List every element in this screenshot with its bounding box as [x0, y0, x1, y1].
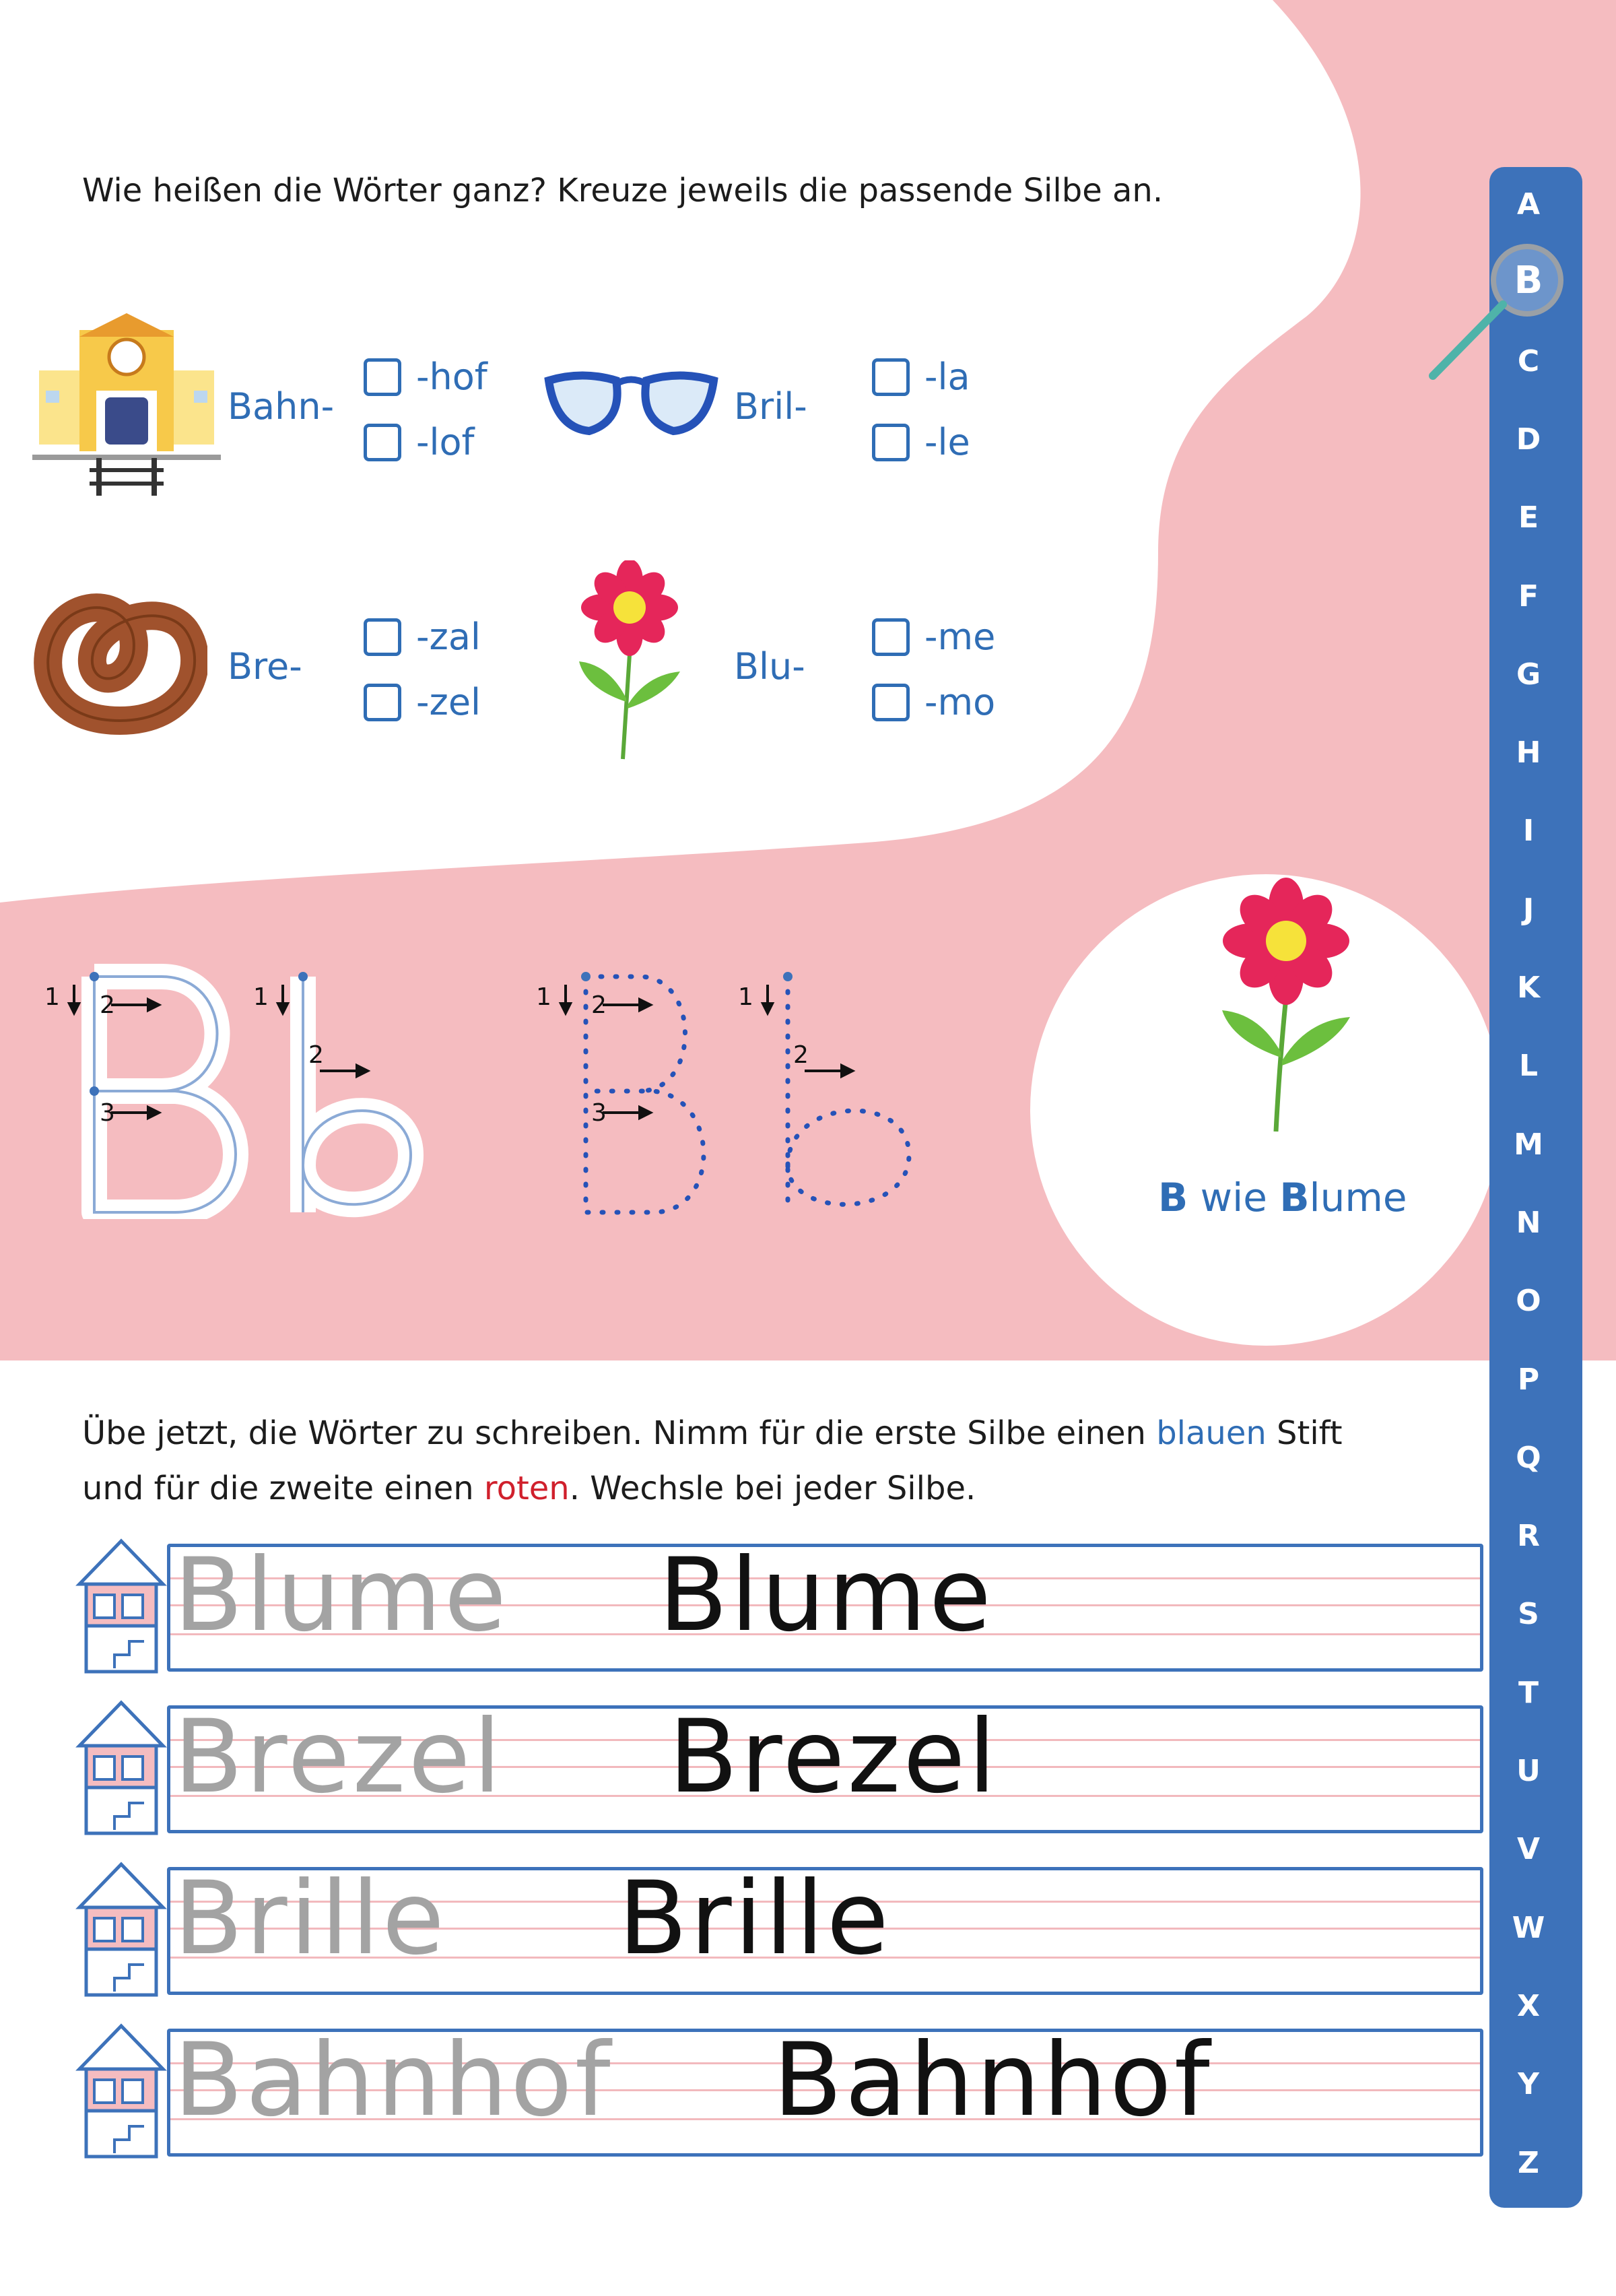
checkbox[interactable] [364, 358, 401, 396]
stroke-number: 1 [253, 983, 269, 1011]
alphabet-letter-b[interactable]: B [1514, 259, 1543, 303]
alphabet-letter-v[interactable]: V [1516, 1832, 1541, 1867]
alphabet-letter-k[interactable]: K [1516, 971, 1541, 1005]
alphabet-sidebar [1489, 167, 1582, 2208]
option-mo[interactable]: -mo [872, 681, 995, 723]
writing-row [79, 1860, 1406, 1998]
alphabet-letter-n[interactable]: N [1516, 1205, 1541, 1240]
alphabet-letter-o[interactable]: O [1516, 1284, 1541, 1319]
option-zel[interactable]: -zel [364, 681, 481, 723]
ghost-word: Brezel [174, 1699, 504, 1816]
alphabet-letter-g[interactable]: G [1516, 657, 1541, 692]
alphabet-letter-m[interactable]: M [1514, 1127, 1543, 1162]
checkbox[interactable] [364, 618, 401, 656]
stroke-number: 1 [536, 983, 551, 1011]
train-station-icon [32, 310, 221, 498]
alphabet-letter-d[interactable]: D [1516, 422, 1541, 457]
prefix-bre: Bre- [228, 645, 302, 688]
exercise1-instruction: Wie heißen die Wörter ganz? Kreuze jeweils die passende Silbe an. [82, 172, 1164, 209]
b-wie-blume-caption: B wie Blume [1158, 1175, 1407, 1220]
written-word: Blume [659, 1537, 995, 1654]
stroke-number: 3 [591, 1099, 607, 1127]
ghost-word: Brille [174, 1860, 447, 1977]
alphabet-letter-p[interactable]: P [1517, 1362, 1540, 1397]
option-zal[interactable]: -zal [364, 616, 481, 658]
alphabet-letter-c[interactable]: C [1517, 343, 1540, 379]
writing-row [79, 1537, 1406, 1674]
alphabet-letter-l[interactable]: L [1518, 1049, 1539, 1084]
alphabet-letter-f[interactable]: F [1518, 579, 1539, 614]
alphabet-letter-j[interactable]: J [1522, 892, 1535, 927]
exercise2-instruction-line1: Übe jetzt, die Wörter zu schreiben. Nimm für die erste Silbe einen blauen Stift [82, 1414, 1343, 1452]
alphabet-letter-z[interactable]: Z [1518, 2145, 1539, 2180]
written-word: Brille [618, 1860, 891, 1977]
alphabet-letter-u[interactable]: U [1516, 1754, 1541, 1788]
ghost-word: Blume [174, 1537, 510, 1654]
option-la[interactable]: -la [872, 356, 970, 398]
writing-row [79, 2022, 1406, 2159]
alphabet-letter-w[interactable]: W [1512, 1910, 1545, 1945]
exercise2-instruction-line2: und für die zweite einen roten. Wechsle bei jeder Silbe. [82, 1470, 976, 1507]
written-word: Bahnhof [773, 2022, 1213, 2139]
checkbox[interactable] [872, 684, 910, 721]
stroke-number: 1 [44, 983, 60, 1011]
flower-icon [1212, 876, 1360, 1138]
house-icon [74, 1699, 168, 1840]
alphabet-letter-y[interactable]: Y [1518, 2067, 1539, 2102]
checkbox[interactable] [872, 618, 910, 656]
alphabet-letter-e[interactable]: E [1518, 500, 1539, 535]
prefix-blu: Blu- [734, 645, 805, 688]
alphabet-letter-s[interactable]: S [1518, 1597, 1539, 1632]
alphabet-letter-t[interactable]: T [1518, 1675, 1539, 1710]
alphabet-letter-h[interactable]: H [1516, 735, 1541, 770]
option-me[interactable]: -me [872, 616, 995, 658]
ghost-word: Bahnhof [174, 2022, 613, 2139]
house-icon [74, 1537, 168, 1678]
glasses-icon [542, 367, 720, 441]
stroke-number: 2 [100, 991, 115, 1019]
writing-row [79, 1699, 1406, 1836]
house-icon [74, 1860, 168, 2002]
checkbox[interactable] [872, 358, 910, 396]
flower-icon [572, 560, 687, 762]
alphabet-letter-r[interactable]: R [1517, 1519, 1540, 1554]
option-hof[interactable]: -hof [364, 356, 487, 398]
stroke-number: 2 [591, 991, 607, 1019]
stroke-number: 1 [738, 983, 753, 1011]
stroke-number: 2 [793, 1041, 809, 1069]
prefix-bahn: Bahn- [228, 385, 335, 428]
checkbox[interactable] [364, 424, 401, 461]
alphabet-letter-x[interactable]: X [1517, 1988, 1540, 2023]
stroke-number: 2 [308, 1041, 324, 1069]
written-word: Brezel [669, 1699, 999, 1816]
alphabet-letter-i[interactable]: I [1522, 814, 1535, 849]
alphabet-letter-a[interactable]: A [1516, 187, 1541, 222]
prefix-bril: Bril- [734, 385, 807, 428]
house-icon [74, 2022, 168, 2163]
checkbox[interactable] [364, 684, 401, 721]
pretzel-icon [32, 586, 207, 741]
stroke-number: 3 [100, 1099, 115, 1127]
alphabet-letter-q[interactable]: Q [1516, 1440, 1541, 1475]
checkbox[interactable] [872, 424, 910, 461]
option-le[interactable]: -le [872, 421, 970, 463]
option-lof[interactable]: -lof [364, 421, 475, 463]
letter-tracing-area [40, 963, 943, 1219]
